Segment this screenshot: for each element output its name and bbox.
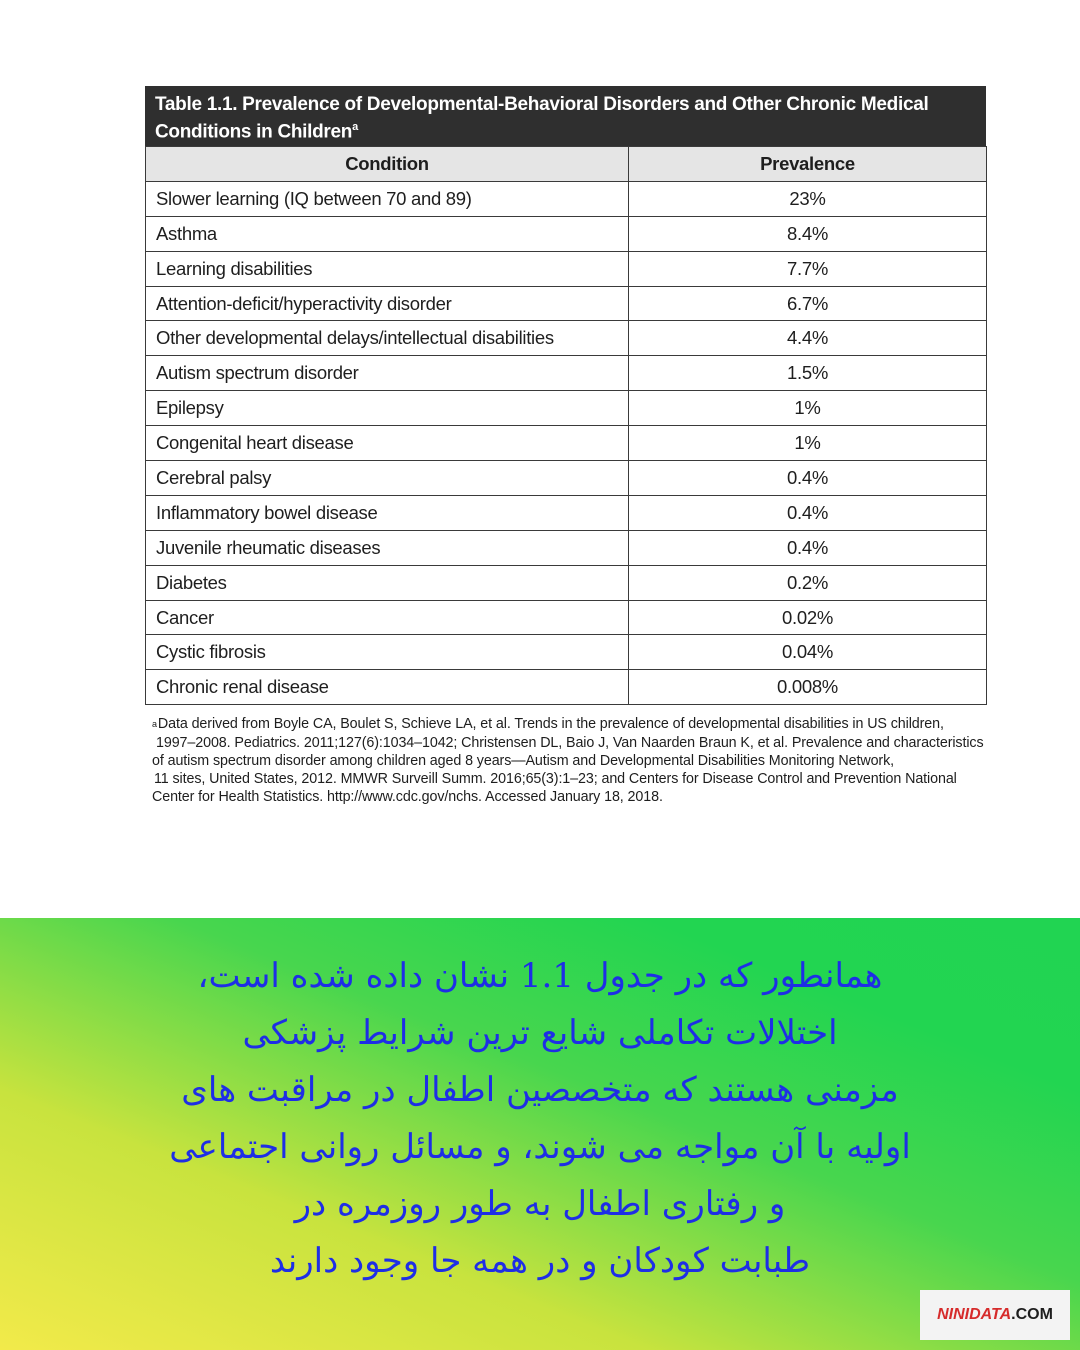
condition-cell: Inflammatory bowel disease xyxy=(146,495,629,530)
header-prevalence: Prevalence xyxy=(629,147,987,182)
ninidata-logo[interactable] xyxy=(920,1290,1070,1340)
condition-cell: Other developmental delays/intellectual disabilities xyxy=(146,321,629,356)
prevalence-cell: 8.4% xyxy=(629,216,987,251)
prevalence-cell: 0.4% xyxy=(629,495,987,530)
condition-cell: Cerebral palsy xyxy=(146,461,629,496)
prevalence-cell: 7.7% xyxy=(629,251,987,286)
footnote-line-text: Data derived from Boyle CA, Boulet S, Schieve LA, et al. Trends in the prevalence of developmental disabilities in US children, xyxy=(157,716,944,733)
table-title-footnote-mark: a xyxy=(352,121,358,133)
condition-cell: Juvenile rheumatic diseases xyxy=(146,530,629,565)
persian-line: اولیه با آن مواجه می شوند، و مسائل روانی اجتماعی xyxy=(169,1127,911,1167)
table-title xyxy=(145,86,986,146)
table-row xyxy=(146,635,987,670)
table-row xyxy=(146,251,987,286)
condition-cell: Diabetes xyxy=(146,565,629,600)
table-header-row xyxy=(146,147,987,182)
condition-cell: Cancer xyxy=(146,600,629,635)
prevalence-cell: 23% xyxy=(629,181,987,216)
footnote-line: 11 sites, United States, 2012. MMWR Surveill Summ. 2016;65(3):1–23; and Centers for Disease Control and Prevention National xyxy=(154,771,957,788)
footnote-mark: a xyxy=(152,719,157,730)
prevalence-cell: 1% xyxy=(629,391,987,426)
prevalence-cell: 0.4% xyxy=(629,461,987,496)
persian-line: مزمنی هستند که متخصصین اطفال در مراقبت های xyxy=(181,1070,899,1110)
condition-cell: Epilepsy xyxy=(146,391,629,426)
condition-cell: Autism spectrum disorder xyxy=(146,356,629,391)
table-row xyxy=(146,286,987,321)
footnote-line: of autism spectrum disorder among children aged 8 years—Autism and Developmental Disabilities Monitoring Network, xyxy=(152,752,895,769)
table-footnote xyxy=(145,715,986,806)
persian-line: همانطور که در جدول 1.1 نشان داده شده است، xyxy=(197,956,883,996)
prevalence-cell: 0.4% xyxy=(629,530,987,565)
persian-line: و رفتاری اطفال به طور روزمره در xyxy=(294,1184,786,1224)
condition-cell: Asthma xyxy=(146,216,629,251)
condition-cell: Attention-deficit/hyperactivity disorder xyxy=(146,286,629,321)
brand-name: NINIDATA xyxy=(937,1306,1012,1323)
persian-line: طبابت کودکان و در همه جا وجود دارند xyxy=(269,1241,811,1281)
table-title-text: Table 1.1. Prevalence of Developmental-Behavioral Disorders and Other Chronic Medical Conditions in Children xyxy=(155,94,929,143)
footnote-line: 1997–2008. Pediatrics. 2011;127(6):1034–1042; Christensen DL, Baio J, Van Naarden Braun K, et al. Prevalence and characteristics xyxy=(156,734,984,751)
table-row xyxy=(146,181,987,216)
footnote-line: Center for Health Statistics. http://www.cdc.gov/nchs. Accessed January 18, 2018. xyxy=(152,789,663,806)
prevalence-cell: 6.7% xyxy=(629,286,987,321)
condition-cell: Cystic fibrosis xyxy=(146,635,629,670)
prevalence-cell: 0.2% xyxy=(629,565,987,600)
table-row xyxy=(146,356,987,391)
prevalence-cell: 4.4% xyxy=(629,321,987,356)
prevalence-table xyxy=(145,146,987,705)
persian-caption xyxy=(60,948,1020,1290)
table-row xyxy=(146,565,987,600)
header-condition: Condition xyxy=(146,147,629,182)
prevalence-table-container xyxy=(145,86,986,807)
table-row xyxy=(146,426,987,461)
prevalence-cell: 0.008% xyxy=(629,670,987,705)
table-row xyxy=(146,216,987,251)
prevalence-cell: 1% xyxy=(629,426,987,461)
caption-panel xyxy=(0,918,1080,1350)
prevalence-cell: 1.5% xyxy=(629,356,987,391)
table-row xyxy=(146,321,987,356)
table-row xyxy=(146,530,987,565)
persian-line: اختلالات تکاملی شایع ترین شرایط پزشکی xyxy=(242,1013,838,1053)
footnote-line xyxy=(152,715,986,733)
table-row xyxy=(146,495,987,530)
prevalence-cell: 0.02% xyxy=(629,600,987,635)
prevalence-cell: 0.04% xyxy=(629,635,987,670)
brand-domain: .COM xyxy=(1011,1306,1053,1323)
condition-cell: Slower learning (IQ between 70 and 89) xyxy=(146,181,629,216)
condition-cell: Congenital heart disease xyxy=(146,426,629,461)
condition-cell: Chronic renal disease xyxy=(146,670,629,705)
table-row xyxy=(146,670,987,705)
table-row xyxy=(146,391,987,426)
table-row xyxy=(146,600,987,635)
table-row xyxy=(146,461,987,496)
condition-cell: Learning disabilities xyxy=(146,251,629,286)
